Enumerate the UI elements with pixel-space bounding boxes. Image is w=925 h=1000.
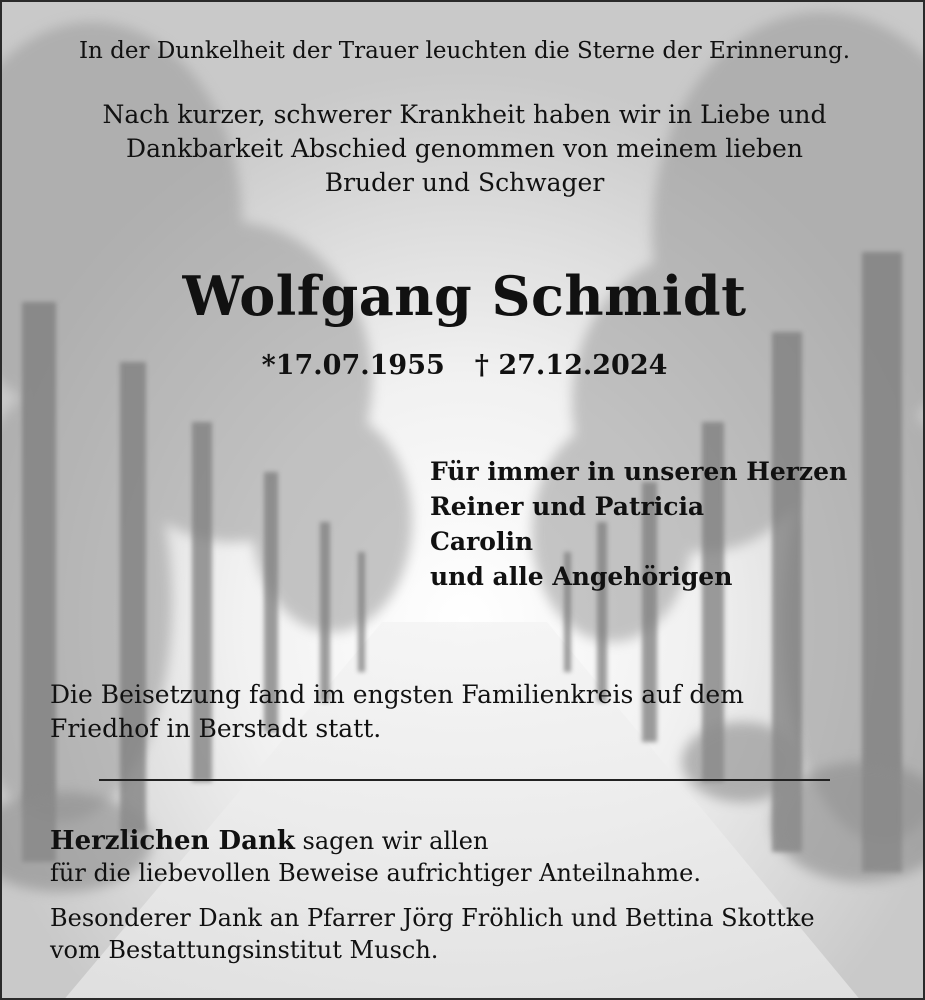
intro-line: Dankbarkeit Abschied genommen von meinem lieben: [126, 134, 803, 163]
thanks-block: [50, 825, 701, 889]
mourners-block: [430, 454, 847, 594]
thanks-line: für die liebevollen Beweise aufrichtiger Anteilnahme.: [50, 859, 701, 887]
cross-icon: †: [474, 350, 489, 381]
mourners-line: Carolin: [430, 527, 534, 556]
memorial-quote: In der Dunkelheit der Trauer leuchten die Sterne der Erinnerung.: [78, 38, 851, 64]
birth-date: *17.07.1955: [261, 350, 445, 381]
thanks-line: [50, 825, 701, 857]
intro-line: Nach kurzer, schwerer Krankheit haben wir in Liebe und: [102, 100, 827, 129]
death-date: 27.12.2024: [498, 350, 668, 381]
intro-line: Bruder und Schwager: [324, 168, 605, 197]
burial-line: Die Beisetzung fand im engsten Familienkreis auf dem: [50, 680, 744, 709]
special-thanks-block: [50, 902, 815, 966]
burial-info: [50, 678, 744, 746]
burial-line: Friedhof in Berstadt statt.: [50, 714, 382, 743]
mourners-line: und alle Angehörigen: [430, 562, 733, 591]
special-thanks-line: vom Bestattungsinstitut Musch.: [50, 936, 439, 964]
special-thanks-line: Besonderer Dank an Pfarrer Jörg Fröhlich und Bettina Skottke: [50, 904, 815, 932]
thanks-heading: Herzlichen Dank: [50, 826, 295, 856]
divider: [99, 779, 830, 781]
mourners-line: Für immer in unseren Herzen: [430, 457, 848, 486]
deceased-name: Wolfgang Schmidt: [182, 264, 747, 328]
life-dates: [2, 350, 925, 381]
thanks-heading-rest: sagen wir allen: [294, 827, 489, 855]
mourners-line: Reiner und Patricia: [430, 492, 705, 521]
intro-text: [2, 98, 925, 200]
